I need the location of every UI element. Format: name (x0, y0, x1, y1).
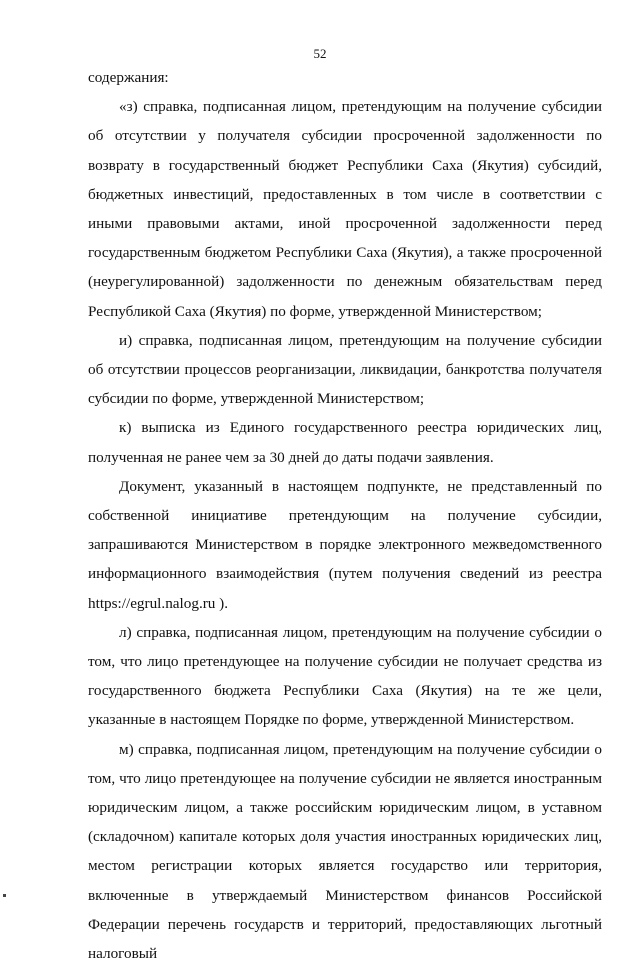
paragraph-continuation: содержания: (88, 69, 169, 86)
paragraph-item-m: м) справка, подписанная лицом, претендующим на получение субсидии о том, что лицо претендующее на получение субсидии не является иностранным юридическим лицом, а также российским юридическим лицом, в уставном (складочном) капитале которых доля участия иностранных юридических лиц, местом регистрации которых является государство или территория, включенные в утверждаемый Министерством финансов Российской Федерации перечень государств и территорий, предоставляющих льготный налоговый (88, 740, 602, 963)
paragraph-document-note: Документ, указанный в настоящем подпункте, не представленный по собственной инициативе претендующим на получение субсидии, запрашиваются Министерством в порядке электронного межведомственного информационного взаимодействия (путем получения сведений из реестра https://egrul.nalog.ru ). (88, 477, 602, 612)
page-number: 52 (313, 46, 327, 61)
paragraph-item-z: «з) справка, подписанная лицом, претендующим на получение субсидии об отсутствии у получателя субсидии просроченной задолженности по возврату в государственный бюджет Республики Саха (Якутия) субсидий, бюджетных инвестиций, предоставленных в том числе в соответствии с иными правовыми актами, иной просроченной задолженности перед государственным бюджетом Республики Саха (Якутия), а также просроченной (неурегулированной) задолженности по денежным обязательствам перед Республикой Саха (Якутия) по форме, утвержденной Министерством; (88, 98, 602, 320)
scan-speck (3, 894, 6, 897)
paragraph-item-l: л) справка, подписанная лицом, претендующим на получение субсидии о том, что лицо претендующее на получение субсидии не получает средства из государственного бюджета Республики Саха (Якутия) на те же цели, указанные в настоящем Порядке по форме, утвержденной Министерством. (88, 623, 602, 729)
document-body (88, 63, 602, 968)
paragraph-item-i: и) справка, подписанная лицом, претендующим на получение субсидии об отсутствии процессов реорганизации, ликвидации, банкротства получателя субсидии по форме, утвержденной Министерством; (88, 331, 602, 408)
paragraph-item-k: к) выписка из Единого государственного реестра юридических лиц, полученная не ранее чем за 30 дней до даты подачи заявления. (88, 419, 602, 466)
